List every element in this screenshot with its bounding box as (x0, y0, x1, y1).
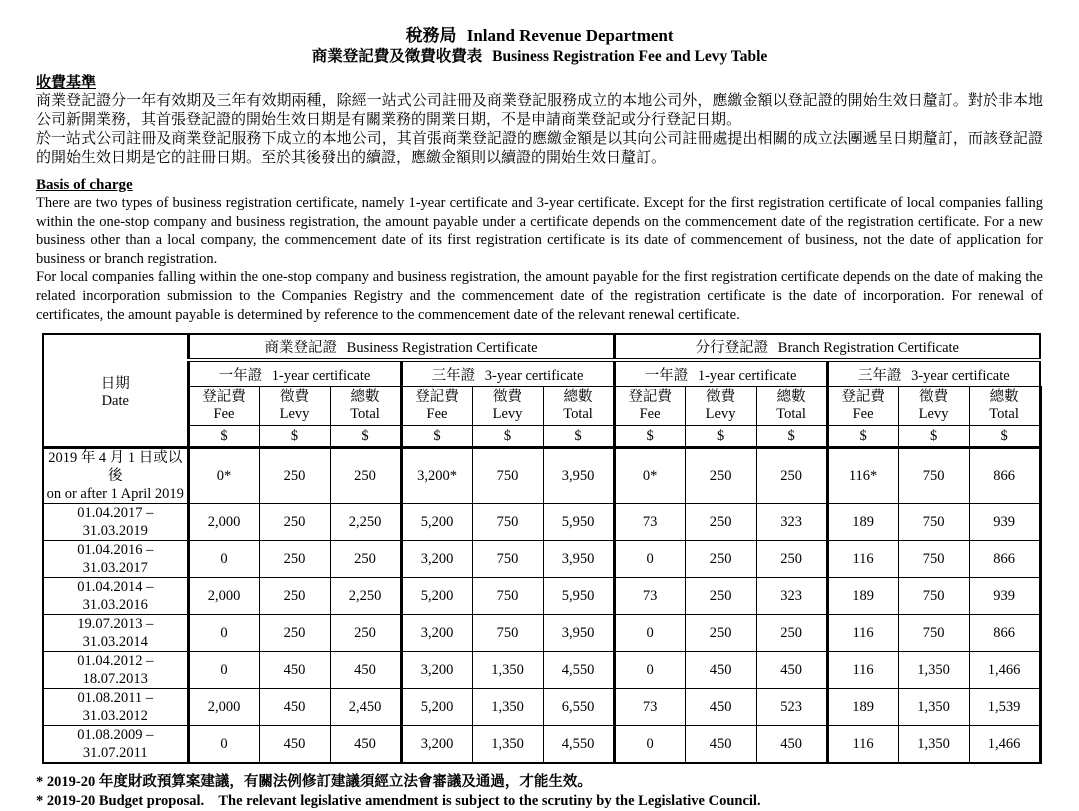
value-cell: 4,550 (543, 726, 614, 764)
value-cell: 866 (969, 541, 1040, 578)
value-cell: 0 (188, 615, 259, 652)
table-row (43, 504, 1040, 541)
col-header (330, 387, 401, 426)
value-cell: 189 (827, 504, 898, 541)
value-cell: 0 (614, 615, 685, 652)
currency-cell: $ (685, 426, 756, 448)
value-cell: 250 (259, 504, 330, 541)
value-cell: 116 (827, 615, 898, 652)
title-block (36, 26, 1043, 66)
currency-cell: $ (401, 426, 472, 448)
value-cell: 5,200 (401, 578, 472, 615)
table-row (43, 615, 1040, 652)
basis-en-para-1: There are two types of business registration certificate, namely 1-year certificate and 3-year certificate. Except for the first registration certificate of local companies falling within the one-stop company and business registration, the amount payable under a certificate depends on the commencement date of the registration certificate. For a new business other than a local company, the commencement date of its first registration certificate is its date of commencement of business, not the date of application for business or branch registration. (36, 195, 1043, 267)
value-cell: 3,950 (543, 615, 614, 652)
value-cell: 450 (259, 652, 330, 689)
value-cell: 1,350 (472, 652, 543, 689)
value-cell: 250 (756, 541, 827, 578)
value-cell: 73 (614, 504, 685, 541)
value-cell: 750 (898, 541, 969, 578)
group-business-en: Business Registration Certificate (346, 340, 538, 357)
value-cell: 3,950 (543, 541, 614, 578)
basis-of-charge-en-section (36, 176, 1043, 324)
col-header-zh: 徵費 (280, 389, 309, 406)
value-cell: 450 (685, 689, 756, 726)
value-cell: 2,250 (330, 578, 401, 615)
col-header-zh: 總數 (563, 389, 593, 406)
date-cell: 01.04.2017 – 31.03.2019 (43, 504, 188, 541)
group-header-branch (614, 334, 1040, 360)
subgroup-branch-3year (827, 360, 1040, 387)
value-cell: 116* (827, 448, 898, 504)
value-cell: 750 (898, 448, 969, 504)
subgroup-en: 3-year certificate (911, 367, 1010, 384)
value-cell: 250 (330, 615, 401, 652)
col-header-en: Levy (279, 406, 310, 423)
value-cell: 2,000 (188, 504, 259, 541)
col-header (898, 387, 969, 426)
date-column-header (43, 334, 188, 448)
value-cell: 0* (614, 448, 685, 504)
currency-cell: $ (188, 426, 259, 448)
value-cell: 1,466 (969, 652, 1040, 689)
col-header-en: Fee (213, 406, 235, 423)
value-cell: 0 (188, 726, 259, 764)
col-header-zh: 登記費 (628, 389, 672, 406)
col-header (472, 387, 543, 426)
date-cell: 01.08.2009 – 31.07.2011 (43, 726, 188, 764)
footnote-en: * 2019-20 Budget proposal. The relevant legislative amendment is subject to the scrutiny by the Legislative Council. (36, 793, 761, 810)
value-cell: 1,539 (969, 689, 1040, 726)
group-header-row (43, 334, 1040, 360)
date-en: on or after 1 April 2019 (46, 486, 184, 503)
currency-cell: $ (259, 426, 330, 448)
value-cell: 323 (756, 578, 827, 615)
value-cell: 73 (614, 578, 685, 615)
date-cell: 01.04.2016 – 31.03.2017 (43, 541, 188, 578)
col-header (543, 387, 614, 426)
value-cell: 1,466 (969, 726, 1040, 764)
fee-table-head (43, 334, 1040, 448)
value-cell: 323 (756, 504, 827, 541)
table-row (43, 541, 1040, 578)
value-cell: 450 (685, 726, 756, 764)
subgroup-en: 1-year certificate (271, 367, 371, 384)
currency-cell: $ (827, 426, 898, 448)
basis-en-para-2: For local companies falling within the one-stop company and business registration, the amount payable for the first registration certificate depends on the date of making the related incorporation submission to the Companies Registry and the commencement date of the registration certificate is the date of incorporation. For renewal of certificates, the amount payable is determined by reference to the commencement date of the relevant renewal certificate. (36, 269, 1043, 323)
value-cell: 450 (330, 652, 401, 689)
value-cell: 750 (898, 578, 969, 615)
date-cell: 01.08.2011 – 31.03.2012 (43, 689, 188, 726)
currency-cell: $ (969, 426, 1040, 448)
value-cell: 4,550 (543, 652, 614, 689)
column-header-row (43, 387, 1040, 426)
col-header (188, 387, 259, 426)
value-cell: 3,950 (543, 448, 614, 504)
table-row (43, 726, 1040, 764)
value-cell: 5,950 (543, 504, 614, 541)
value-cell: 450 (685, 652, 756, 689)
value-cell: 450 (756, 726, 827, 764)
page-subtitle (36, 47, 1043, 66)
col-header-zh: 登記費 (415, 389, 459, 406)
table-row (43, 578, 1040, 615)
currency-cell: $ (898, 426, 969, 448)
value-cell: 2,450 (330, 689, 401, 726)
col-header-zh: 徵費 (919, 389, 949, 406)
title-dept-zh: 稅務局 (405, 26, 457, 45)
table-row (43, 652, 1040, 689)
value-cell: 1,350 (898, 652, 969, 689)
col-header-en: Levy (492, 406, 523, 423)
value-cell: 5,950 (543, 578, 614, 615)
value-cell: 250 (685, 448, 756, 504)
value-cell: 750 (898, 615, 969, 652)
title-table-zh: 商業登記費及徵費收費表 (311, 48, 483, 65)
col-header (614, 387, 685, 426)
subgroup-en: 3-year certificate (484, 367, 584, 384)
value-cell: 250 (259, 541, 330, 578)
subgroup-brc-1year (188, 360, 401, 387)
value-cell: 250 (330, 448, 401, 504)
value-cell: 3,200 (401, 541, 472, 578)
col-header-en: Fee (426, 406, 448, 423)
value-cell: 450 (259, 689, 330, 726)
value-cell: 3,200* (401, 448, 472, 504)
value-cell: 750 (898, 504, 969, 541)
title-table-en: Business Registration Fee and Levy Table (492, 48, 768, 65)
value-cell: 866 (969, 448, 1040, 504)
col-header-zh: 總數 (350, 389, 380, 406)
col-header-en: Fee (639, 406, 661, 423)
value-cell: 939 (969, 578, 1040, 615)
subgroup-zh: 三年證 (857, 367, 902, 384)
col-header-en: Total (776, 406, 806, 423)
footnotes (36, 773, 1043, 811)
value-cell: 5,200 (401, 689, 472, 726)
date-header-en: Date (101, 392, 129, 409)
currency-cell: $ (756, 426, 827, 448)
col-header-zh: 徵費 (493, 389, 522, 406)
value-cell: 73 (614, 689, 685, 726)
value-cell: 3,200 (401, 652, 472, 689)
col-header-en: Total (563, 406, 593, 423)
value-cell: 866 (969, 615, 1040, 652)
group-branch-zh: 分行登記證 (695, 340, 769, 357)
value-cell: 450 (259, 726, 330, 764)
subgroup-branch-1year (614, 360, 827, 387)
value-cell: 523 (756, 689, 827, 726)
subgroup-zh: 一年證 (218, 367, 263, 384)
value-cell: 6,550 (543, 689, 614, 726)
value-cell: 1,350 (898, 726, 969, 764)
col-header (401, 387, 472, 426)
title-dept-en: Inland Revenue Department (466, 26, 674, 45)
group-branch-en: Branch Registration Certificate (777, 340, 959, 357)
value-cell: 450 (756, 652, 827, 689)
subgroup-zh: 三年證 (431, 367, 476, 384)
value-cell: 2,000 (188, 689, 259, 726)
value-cell: 250 (756, 448, 827, 504)
subgroup-brc-3year (401, 360, 614, 387)
subgroup-header-row (43, 360, 1040, 387)
col-header-en: Levy (918, 406, 949, 423)
basis-zh-para-2: 於一站式公司註冊及商業登記服務下成立的本地公司，其首張商業登記證的應繳金額是以其向公司註冊處提出相關的成立法團遞呈日期釐訂，而該登記證的開始生效日期是它的註冊日期。至於其後發出的續證，應繳金額則以續證的開始生效日釐訂。 (36, 131, 1043, 166)
table-row (43, 689, 1040, 726)
value-cell: 0 (614, 541, 685, 578)
subgroup-en: 1-year certificate (697, 367, 797, 384)
page-title (36, 26, 1043, 46)
group-business-zh: 商業登記證 (264, 340, 338, 357)
date-cell: 19.07.2013 – 31.03.2014 (43, 615, 188, 652)
col-header (756, 387, 827, 426)
col-header-zh: 徵費 (706, 389, 736, 406)
col-header (827, 387, 898, 426)
value-cell: 0 (614, 652, 685, 689)
currency-cell: $ (330, 426, 401, 448)
value-cell: 2,000 (188, 578, 259, 615)
value-cell: 189 (827, 689, 898, 726)
currency-cell: $ (614, 426, 685, 448)
fee-table-body (43, 448, 1040, 764)
value-cell: 189 (827, 578, 898, 615)
col-header (969, 387, 1040, 426)
value-cell: 3,200 (401, 726, 472, 764)
value-cell: 450 (330, 726, 401, 764)
col-header (259, 387, 330, 426)
currency-row (43, 426, 1040, 448)
value-cell: 750 (472, 504, 543, 541)
currency-cell: $ (472, 426, 543, 448)
value-cell: 5,200 (401, 504, 472, 541)
col-header-zh: 登記費 (202, 389, 246, 406)
value-cell: 750 (472, 541, 543, 578)
value-cell: 250 (259, 615, 330, 652)
date-cell: 01.04.2012 – 18.07.2013 (43, 652, 188, 689)
value-cell: 750 (472, 448, 543, 504)
value-cell: 3,200 (401, 615, 472, 652)
subgroup-zh: 一年證 (644, 367, 689, 384)
value-cell: 1,350 (472, 726, 543, 764)
value-cell: 939 (969, 504, 1040, 541)
value-cell: 116 (827, 652, 898, 689)
value-cell: 250 (685, 504, 756, 541)
value-cell: 250 (259, 578, 330, 615)
value-cell: 1,350 (898, 689, 969, 726)
table-row (43, 448, 1040, 504)
fee-table (42, 333, 1042, 764)
value-cell: 250 (685, 541, 756, 578)
value-cell: 250 (685, 615, 756, 652)
col-header-en: Total (989, 406, 1019, 423)
value-cell: 250 (259, 448, 330, 504)
basis-of-charge-zh-section (36, 74, 1043, 168)
col-header-zh: 登記費 (841, 389, 885, 406)
date-cell: 01.04.2014 – 31.03.2016 (43, 578, 188, 615)
date-zh: 2019 年 4 月 1 日或以後 (48, 450, 183, 485)
col-header-en: Fee (852, 406, 874, 423)
date-header-zh: 日期 (100, 375, 130, 392)
currency-cell: $ (543, 426, 614, 448)
value-cell: 1,350 (472, 689, 543, 726)
value-cell: 116 (827, 541, 898, 578)
value-cell: 0 (614, 726, 685, 764)
value-cell: 116 (827, 726, 898, 764)
value-cell: 2,250 (330, 504, 401, 541)
value-cell: 250 (685, 578, 756, 615)
date-cell (43, 448, 188, 504)
value-cell: 0 (188, 541, 259, 578)
basis-zh-para-1: 商業登記證分一年有效期及三年有效期兩種，除經一站式公司註冊及商業登記服務成立的本地公司外，應繳金額以登記證的開始生效日釐訂。對於非本地公司新開業務，其首張登記證的開始生效日期是有關業務的開業日期，不是申請商業登記或分行登記日期。 (36, 93, 1043, 128)
value-cell: 250 (756, 615, 827, 652)
basis-zh-heading: 收費基準 (36, 75, 97, 91)
col-header-en: Total (350, 406, 380, 423)
value-cell: 750 (472, 578, 543, 615)
col-header-zh: 總數 (989, 389, 1019, 406)
value-cell: 0 (188, 652, 259, 689)
value-cell: 250 (330, 541, 401, 578)
col-header (685, 387, 756, 426)
basis-en-heading: Basis of charge (36, 177, 133, 193)
value-cell: 750 (472, 615, 543, 652)
value-cell: 0* (188, 448, 259, 504)
footnote-zh: * 2019-20 年度財政預算案建議，有關法例修訂建議須經立法會審議及通過，才能生效。 (36, 774, 592, 791)
col-header-en: Levy (705, 406, 736, 423)
col-header-zh: 總數 (776, 389, 806, 406)
group-header-business (188, 334, 614, 360)
